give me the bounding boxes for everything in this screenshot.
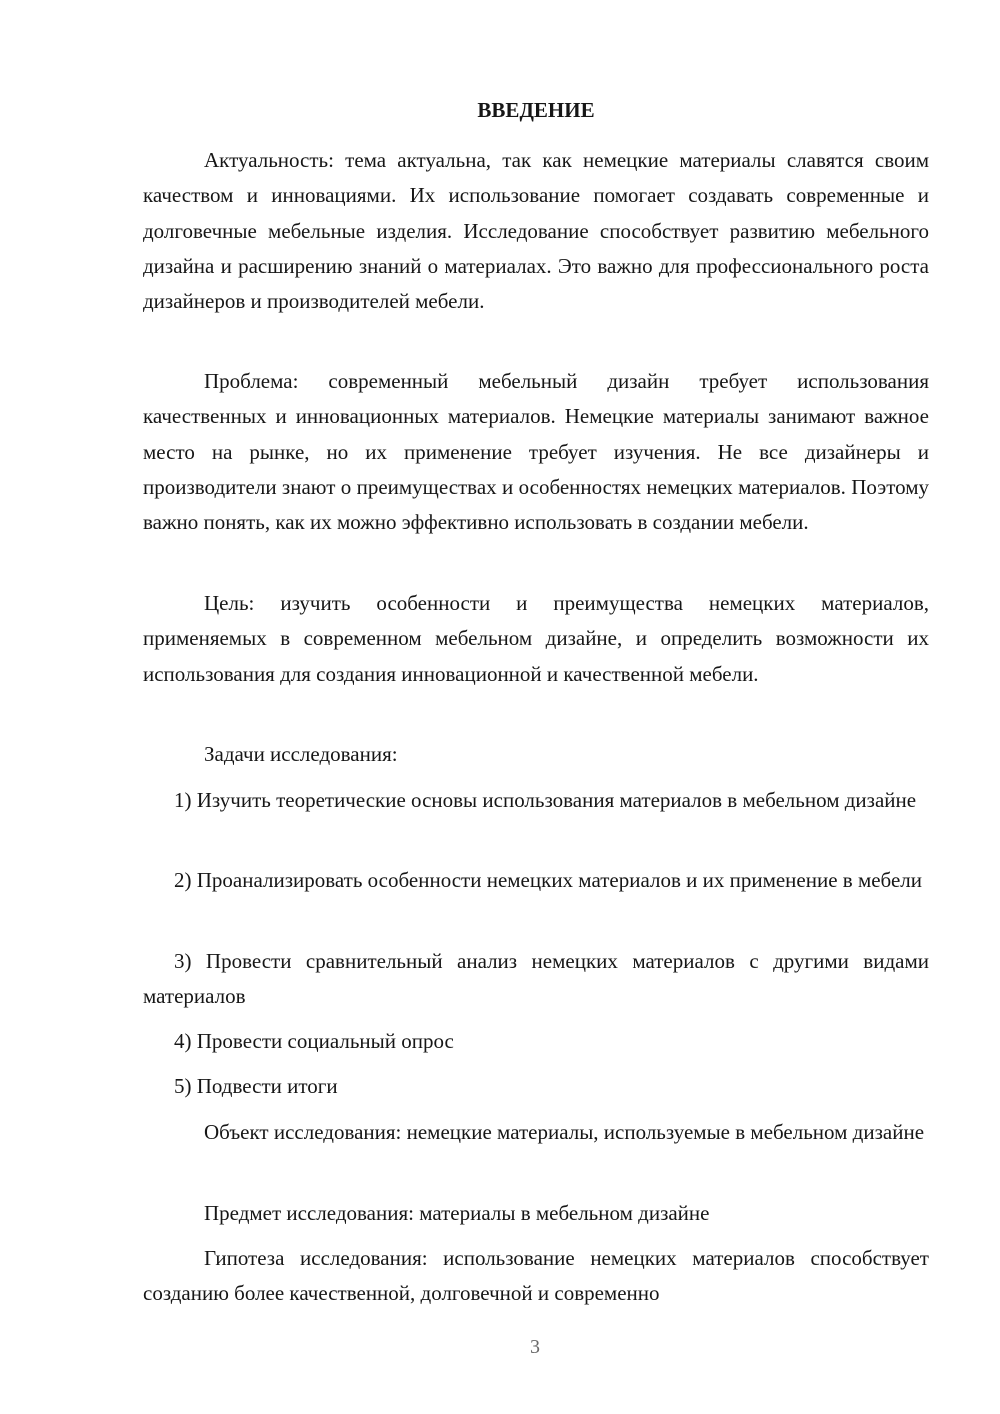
page-number: 3	[530, 1336, 540, 1358]
page-title: ВВЕДЕНИЕ	[477, 98, 595, 122]
task-item: 1) Изучить теоретические основы использования материалов в мебельном дизайне	[174, 788, 917, 812]
goal-paragraph: Цель: изучить особенности и преимущества немецких материалов, применяемых в современном мебельном дизайне, и определить возможности их использования для создания инновационной и качественной мебели.	[143, 591, 929, 686]
task-item: 3) Провести сравнительный анализ немецких материалов с другими видами материалов	[143, 949, 929, 1009]
object-paragraph: Объект исследования: немецкие материалы, используемые в мебельном дизайне	[204, 1120, 925, 1144]
tasks-title: Задачи исследования:	[204, 742, 398, 766]
hypothesis-paragraph: Гипотеза исследования: использование немецких материалов способствует созданию более качественной, долговечной и современно	[143, 1246, 929, 1306]
problem-paragraph: Проблема: современный мебельный дизайн требует использования качественных и инновационных материалов. Немецкие материалы занимают важное место на рынке, но их применение требует изучения. Не все дизайнеры и производители знают о преимуществах и особенностях немецких материалов. Поэтому важно понять, как их можно эффективно использовать в создании мебели.	[143, 369, 929, 535]
task-item: 2) Проанализировать особенности немецких материалов и их применение в мебели	[174, 868, 923, 892]
subject-paragraph: Предмет исследования: материалы в мебельном дизайне	[204, 1201, 710, 1225]
task-item: 5) Подвести итоги	[174, 1074, 338, 1098]
task-item: 4) Провести социальный опрос	[174, 1029, 454, 1053]
relevance-paragraph: Актуальность: тема актуальна, так как немецкие материалы славятся своим качеством и инновациями. Их использование помогает создавать современные и долговечные мебельные изделия. Исследование способствует развитию мебельного дизайна и расширению знаний о материалах. Это важно для профессионального роста дизайнеров и производителей мебели.	[143, 148, 929, 314]
